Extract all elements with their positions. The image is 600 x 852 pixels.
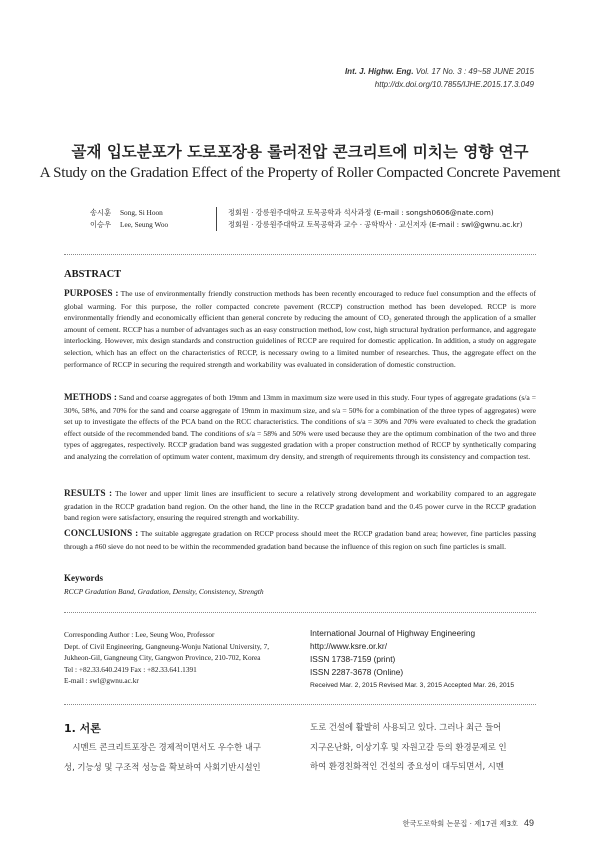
issn-print: ISSN 1738-7159 (print) bbox=[310, 654, 396, 664]
author-2-name-en: Lee, Seung Woo bbox=[120, 220, 169, 229]
intro-column-right bbox=[310, 718, 542, 777]
divider-dotted bbox=[64, 254, 536, 255]
intro-line: 하여 환경친화적인 건설의 중요성이 대두되면서, 시멘 bbox=[310, 761, 504, 771]
keywords-heading: Keywords bbox=[64, 573, 103, 583]
intro-line: 시멘트 콘크리트포장은 경제적이면서도 우수한 내구 bbox=[64, 742, 262, 752]
intro-line: 도로 건설에 활발히 사용되고 있다. 그러나 최근 들어 bbox=[310, 722, 502, 732]
results-text: The lower and upper limit lines are insufficient to secure a relatively strong development and workability compared to an aggregate gradation in the RCCP gradation band region. On the other hand, the line in the RCCP gradation band and the 0.45 power curve in the RCCP gradation band region were satisfactory, ensuring the required strength and workability. bbox=[64, 489, 536, 523]
author-2-affiliation: 정회원 · 강릉원주대학교 토목공학과 교수 · 공학박사 · 교신저자 (E-mail : swl@gwnu.ac.kr) bbox=[228, 220, 523, 229]
issn-online: ISSN 2287-3678 (Online) bbox=[310, 667, 404, 677]
methods-text: Sand and coarse aggregates of both 19mm and 13mm in maximum size were used in this study. Four types of aggregate gradations (s/a = 30%, 58%, and 70% for the sand and coarse aggregate of 19mm in maximum size, and s/a = 50% for a combination of the three types of aggregates) were set up to investigate the effects of the PCA band on the RCC characteristics. The conditions of s/a = 30% and 70% were evaluated to check the gradation effect outside of the recommended band. The conditions of s/a = 58% and 50% were used because they are the optimum combination of the two and three types of aggregates, respectively. RCCP gradation band was suggested gradation with a proper construction method of RCCP by synthetically comparing and analyzing the correlation of optimum water content, maximum dry density, and strength of requirements through its consistency and compaction test. bbox=[64, 393, 536, 461]
section-heading-introduction: 1. 서론 bbox=[64, 722, 101, 735]
author-divider bbox=[216, 207, 217, 231]
methods-label: METHODS : bbox=[64, 393, 117, 403]
corresponding-line: Tel : +82.33.640.2419 Fax : +82.33.641.1391 bbox=[64, 664, 197, 674]
purposes-text: The use of environmentally friendly construction methods has been recently encouraged to reduce fuel consumption and the effects of global warming. For this purpose, the roller compacted concrete pavement (RCCP) construction method has been developed. RCCP is more environmentally friendly and economically efficient than general concrete by reducing the amount of CO₂ generated through the application of a smaller amount of cement. RCCP has a number of advantages such as an easy construction method, low cost, high structural hydration performance, and aggregate interlocking. However, mix design standards and construction guidelines of RCCP are required for domestic application. In addition, a study on aggregate selection, which has an effect on the characteristics of RCCP, is necessary owing to a limited number of researches. Thus, the aggregate effect on the performance of RCCP in securing the required strength and workability was evaluated in consideration of domestic construction. bbox=[64, 289, 537, 369]
author-1-affiliation: 정회원 · 강릉원주대학교 토목공학과 석사과정 (E-mail : songsh0606@nate.com) bbox=[228, 208, 494, 217]
volume-info: Vol. 17 No. 3 : 49~58 JUNE 2015 bbox=[413, 67, 534, 76]
conclusions-label: CONCLUSIONS : bbox=[64, 529, 139, 539]
conclusions-text: The suitable aggregate gradation on RCCP process should meet the RCCP gradation band area; however, fine particles passing through a #60 sieve do not need to be within the recommended gradation band because the influence of this region on such fine particles is small. bbox=[64, 529, 536, 551]
corresponding-author-block bbox=[64, 629, 304, 687]
journal-info-block bbox=[310, 627, 545, 692]
journal-citation bbox=[345, 66, 534, 78]
journal-url[interactable]: http://www.ksre.or.kr/ bbox=[310, 641, 387, 651]
abstract-results bbox=[64, 488, 536, 524]
journal-name: International Journal of Highway Engineering bbox=[310, 628, 476, 638]
abstract-methods bbox=[64, 392, 536, 463]
page-footer bbox=[403, 818, 534, 829]
divider-dotted bbox=[64, 612, 536, 613]
corresponding-line: Corresponding Author : Lee, Seung Woo, Professor bbox=[64, 630, 215, 639]
divider-dotted bbox=[64, 704, 536, 705]
corresponding-line: Jukheon-Gil, Gangneung City, Gangwon Province, 210-702, Korea bbox=[64, 653, 261, 663]
abstract-purposes bbox=[64, 288, 536, 370]
author-1-name-en: Song, Si Hoon bbox=[120, 208, 163, 217]
author-1-name-ko: 송시훈 bbox=[90, 208, 112, 217]
results-label: RESULTS : bbox=[64, 489, 113, 499]
abstract-heading: ABSTRACT bbox=[64, 269, 122, 280]
submission-dates: Received Mar. 2, 2015 Revised Mar. 3, 2015 Accepted Mar. 26, 2015 bbox=[310, 682, 515, 689]
footer-journal: 한국도로학회 논문집 · 제17권 제3호 bbox=[402, 819, 518, 828]
title-korean: 골재 입도분포가 도로포장용 롤러전압 콘크리트에 미치는 영향 연구 bbox=[71, 143, 529, 161]
title-english: A Study on the Gradation Effect of the Property of Roller Compacted Concrete Pavement bbox=[39, 165, 561, 181]
author-2 bbox=[90, 219, 192, 231]
intro-line: 성, 기능성 및 구조적 성능을 확보하여 사회기반시설인 bbox=[64, 761, 261, 772]
purposes-label: PURPOSES : bbox=[64, 289, 119, 299]
intro-column-left bbox=[64, 738, 296, 777]
corresponding-line: E-mail : swl@gwnu.ac.kr bbox=[64, 676, 139, 686]
journal-abbrev: Int. J. Highw. Eng. bbox=[344, 67, 414, 76]
intro-line: 지구온난화, 이상기후 및 자원고갈 등의 환경문제로 인 bbox=[310, 741, 507, 752]
corresponding-line: Dept. of Civil Engineering, Gangneung-Wonju National University, 7, bbox=[64, 641, 270, 651]
author-2-name-ko: 이승우 bbox=[90, 220, 112, 229]
doi-link[interactable]: http://dx.doi.org/10.7855/IJHE.2015.17.3.049 bbox=[374, 80, 534, 89]
abstract-conclusions bbox=[64, 528, 536, 552]
keywords-text: RCCP Gradation Band, Gradation, Density, Consistency, Strength bbox=[64, 587, 264, 596]
page-number: 49 bbox=[523, 818, 534, 828]
author-1 bbox=[90, 207, 192, 219]
